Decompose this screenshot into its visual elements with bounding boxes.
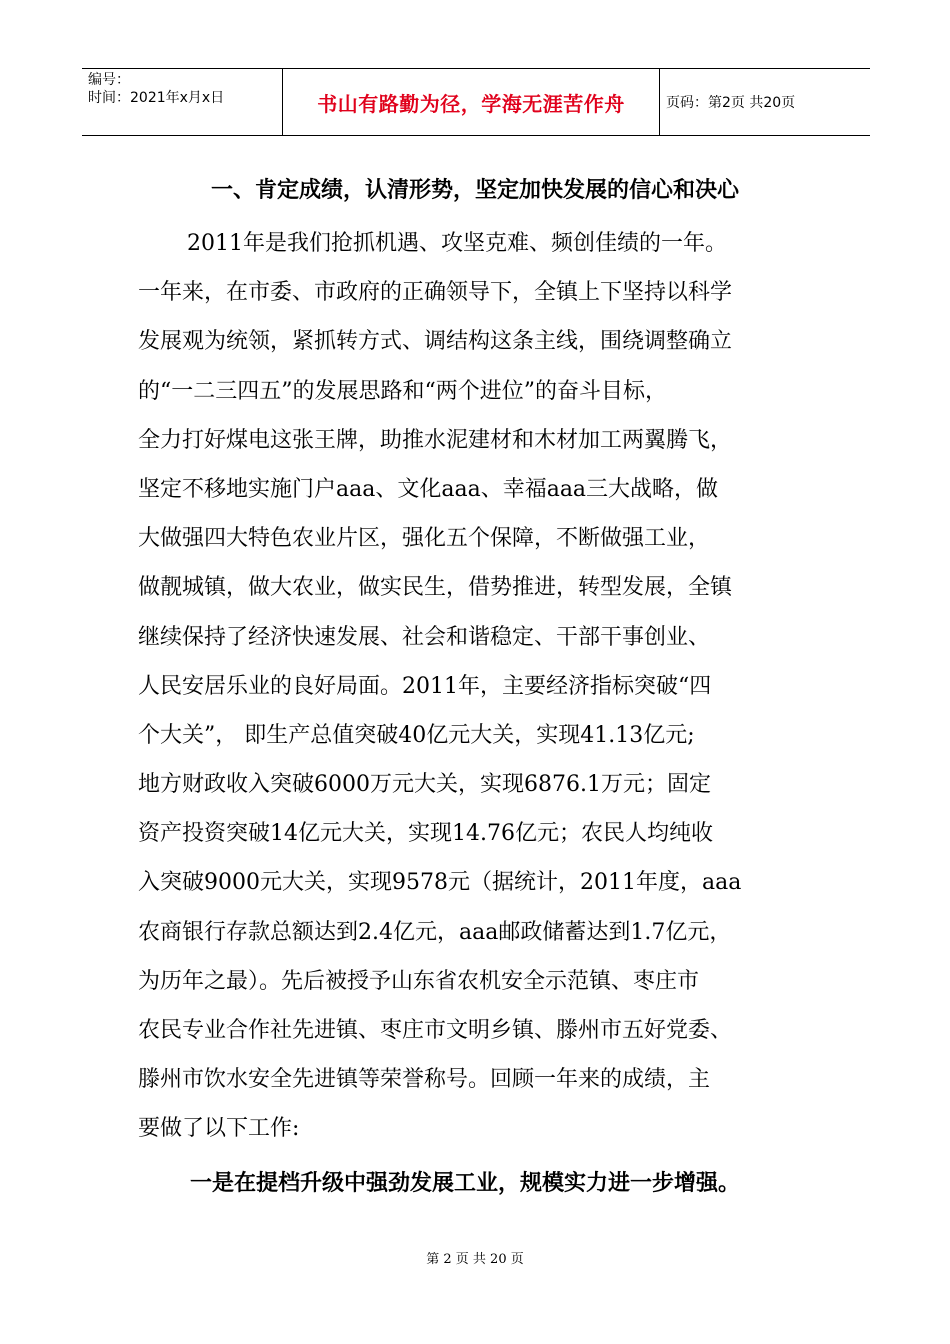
paragraph-line: 个大关”， 即生产总值突破40亿元大关，实现41.13亿元; xyxy=(138,722,695,748)
body-paragraph xyxy=(138,219,838,1154)
header-meta xyxy=(82,69,282,135)
paragraph-line: 为历年之最）。先后被授予山东省农机安全示范镇、枣庄市 xyxy=(138,968,700,994)
paragraph-line: 的“一二三四五”的发展思路和“两个进位”的奋斗目标， xyxy=(138,378,667,404)
paragraph-line: 发展观为统领，紧抓转方式、调结构这条主线，围绕调整确立 xyxy=(138,329,733,355)
paragraph-line: 入突破9000元大关，实现9578元（据统计，2011年度，aaa xyxy=(138,870,742,896)
page-info: 页码：第2页 共20页 xyxy=(666,95,796,111)
section-heading: 一、肯定成绩，认清形势，坚定加快发展的信心和决心 xyxy=(210,178,739,203)
paragraph-line: 全力打好煤电这张王牌，助推水泥建材和木材加工两翼腾飞， xyxy=(138,427,733,453)
time-label: 时间：2021年x月x日 xyxy=(88,90,225,106)
paragraph-line: 人民安居乐业的良好局面。2011年，主要经济指标突破“四 xyxy=(138,673,712,699)
paragraph-line: 大做强四大特色农业片区，强化五个保障，不断做强工业， xyxy=(138,526,711,552)
page-footer: 第 2 页 共 20 页 xyxy=(426,1252,524,1267)
subsection-heading: 一是在提档升级中强劲发展工业，规模实力进一步增强。 xyxy=(190,1170,741,1196)
paragraph-line: 坚定不移地实施门户aaa、文化aaa、幸福aaa三大战略，做 xyxy=(138,476,719,502)
paragraph-line: 一年来，在市委、市政府的正确领导下，全镇上下坚持以科学 xyxy=(138,280,733,306)
paragraph-line: 2011年是我们抢抓机遇、攻坚克难、频创佳绩的一年。 xyxy=(187,231,727,256)
paragraph-line: 资产投资突破14亿元大关，实现14.76亿元；农民人均纯收 xyxy=(138,821,713,847)
paragraph-line: 做靓城镇，做大农业，做实民生，借势推进，转型发展，全镇 xyxy=(138,575,733,601)
paragraph-line: 要做了以下工作: xyxy=(138,1116,300,1142)
paragraph-line: 继续保持了经济快速发展、社会和谐稳定、干部干事创业、 xyxy=(138,624,711,650)
paragraph-line: 地方财政收入突破6000万元大关，实现6876.1万元；固定 xyxy=(138,772,711,798)
motto: 书山有路勤为径，学海无涯苦作舟 xyxy=(282,69,660,135)
number-label: 编号： xyxy=(88,72,130,88)
paragraph-line: 农民专业合作社先进镇、枣庄市文明乡镇、滕州市五好党委、 xyxy=(138,1018,733,1043)
paragraph-line: 滕州市饮水安全先进镇等荣誉称号。回顾一年来的成绩，主 xyxy=(138,1067,711,1093)
paragraph-line: 农商银行存款总额达到2.4亿元，aaa邮政储蓄达到1.7亿元， xyxy=(138,919,732,945)
document-header xyxy=(82,68,870,136)
